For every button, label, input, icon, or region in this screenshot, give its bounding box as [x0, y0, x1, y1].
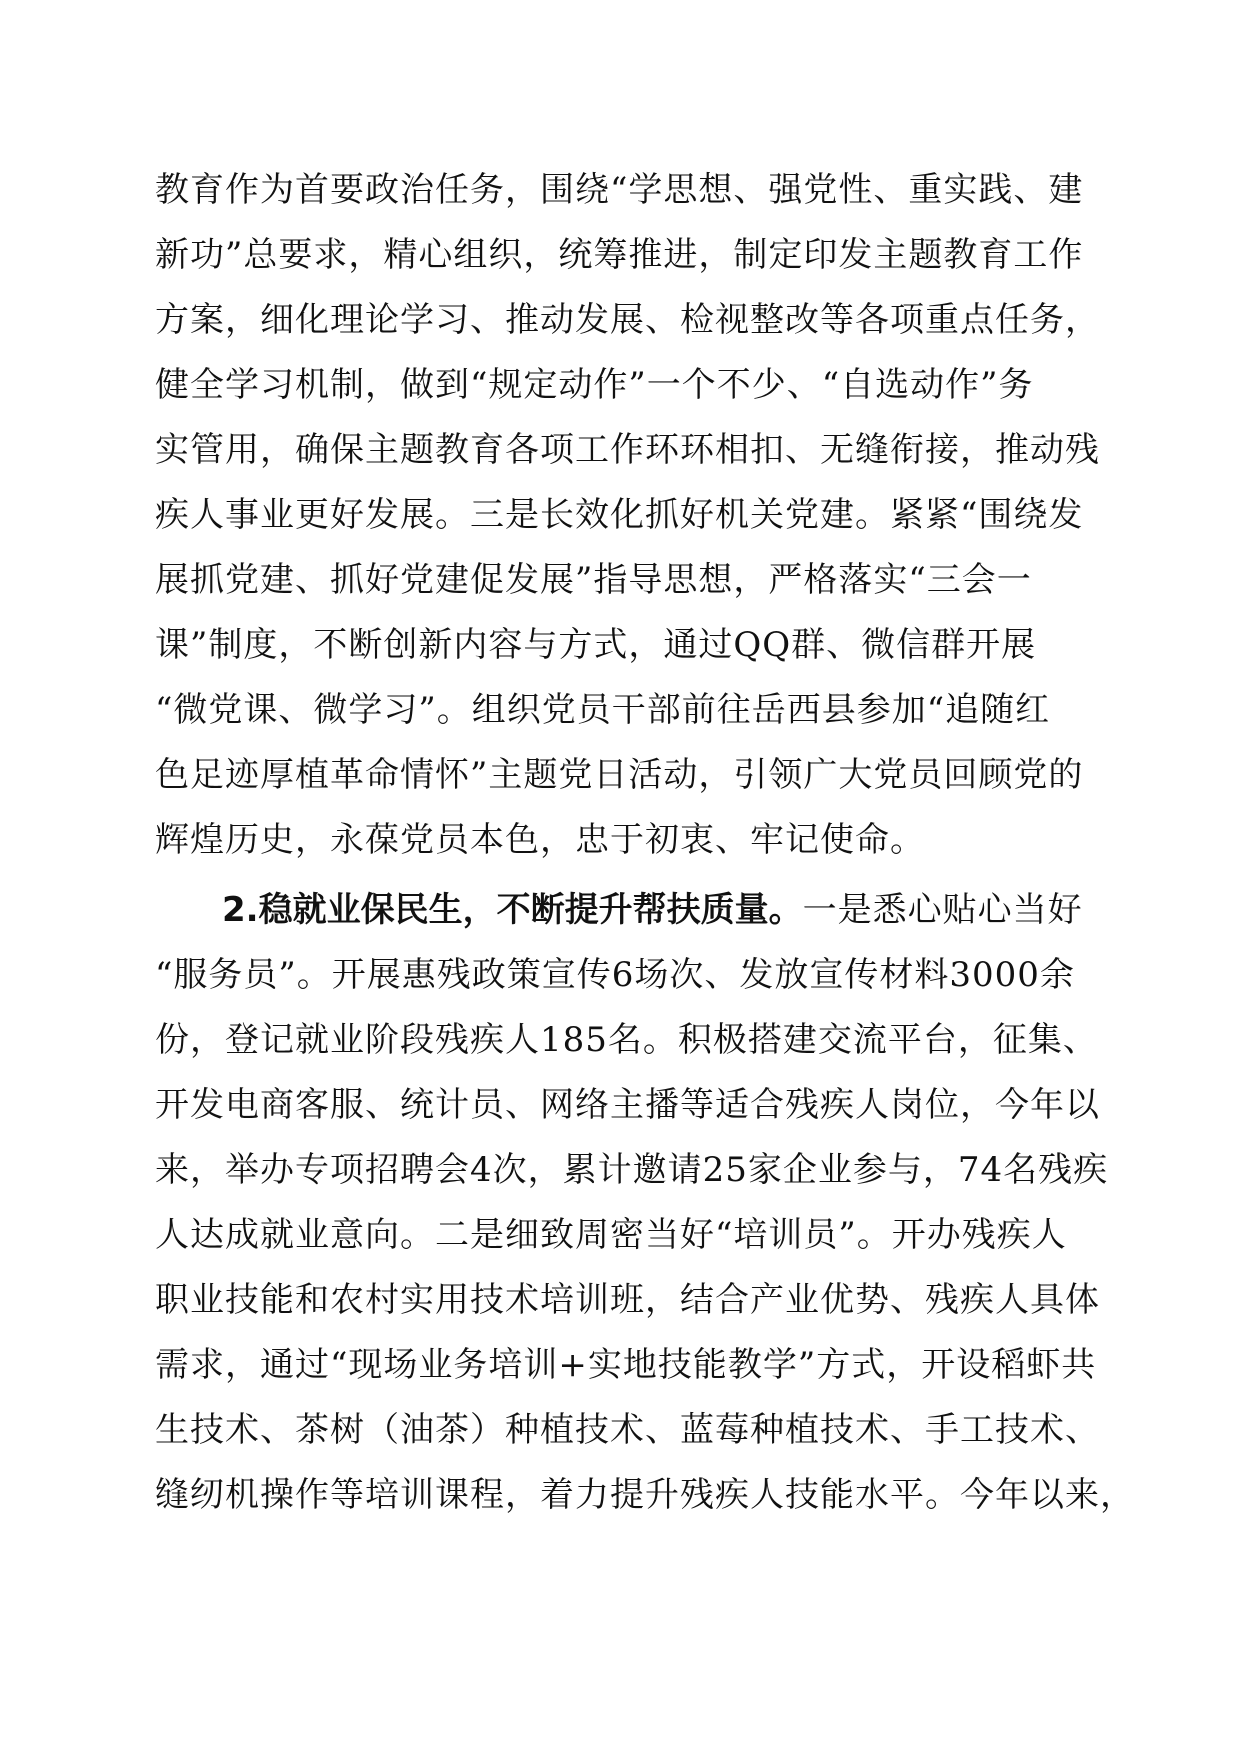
- paragraph-line: 实管用，确保主题教育各项工作环环相扣、无缝衔接，推动残: [155, 430, 1100, 470]
- paragraph-line: 份，登记就业阶段残疾人185名。积极搭建交流平台，征集、: [155, 1020, 1098, 1060]
- paragraph-line: 需求，通过“现场业务培训+实地技能教学”方式，开设稻虾共: [155, 1345, 1097, 1385]
- paragraph-line: 色足迹厚植革命情怀”主题党日活动，引领广大党员回顾党的: [155, 755, 1084, 795]
- paragraph-line: 生技术、茶树（油茶）种植技术、蓝莓种植技术、手工技术、: [155, 1410, 1100, 1450]
- paragraph-line: 疾人事业更好发展。三是长效化抓好机关党建。紧紧“围绕发: [155, 495, 1084, 535]
- paragraph-line: 缝纫机操作等培训课程，着力提升残疾人技能水平。今年以来，: [155, 1475, 1135, 1515]
- paragraph-line: “微党课、微学习”。组织党员干部前往岳西县参加“追随红: [155, 690, 1051, 730]
- paragraph-line: 开发电商客服、统计员、网络主播等适合残疾人岗位，今年以: [155, 1085, 1100, 1125]
- section-heading-line: [222, 890, 1152, 930]
- paragraph-line: 新功”总要求，精心组织，统筹推进，制定印发主题教育工作: [155, 235, 1084, 275]
- paragraph-line: 健全学习机制，做到“规定动作”一个不少、“自选动作”务: [155, 365, 1034, 405]
- paragraph-line: 来，举办专项招聘会4次，累计邀请25家企业参与，74名残疾: [155, 1150, 1109, 1190]
- paragraph-line: 方案，细化理论学习、推动发展、检视整改等各项重点任务，: [155, 300, 1100, 340]
- paragraph-line: 教育作为首要政治任务，围绕“学思想、强党性、重实践、建: [155, 170, 1084, 210]
- paragraph-line: “服务员”。开展惠残政策宣传6场次、发放宣传材料3000余: [155, 955, 1075, 995]
- paragraph-line: 课”制度，不断创新内容与方式，通过QQ群、微信群开展: [155, 625, 1037, 665]
- paragraph-line: 展抓党建、抓好党建促发展”指导思想，严格落实“三会一: [155, 560, 1032, 600]
- section-heading: 2.稳就业保民生，不断提升帮扶质量。: [222, 890, 803, 930]
- paragraph-line: 人达成就业意向。二是细致周密当好“培训员”。开办残疾人: [155, 1215, 1067, 1255]
- paragraph-line: 职业技能和农村实用技术培训班，结合产业优势、残疾人具体: [155, 1280, 1100, 1320]
- paragraph-line: 辉煌历史，永葆党员本色，忠于初衷、牢记使命。: [155, 820, 925, 860]
- section-heading-continuation: 一是悉心贴心当好: [802, 890, 1083, 930]
